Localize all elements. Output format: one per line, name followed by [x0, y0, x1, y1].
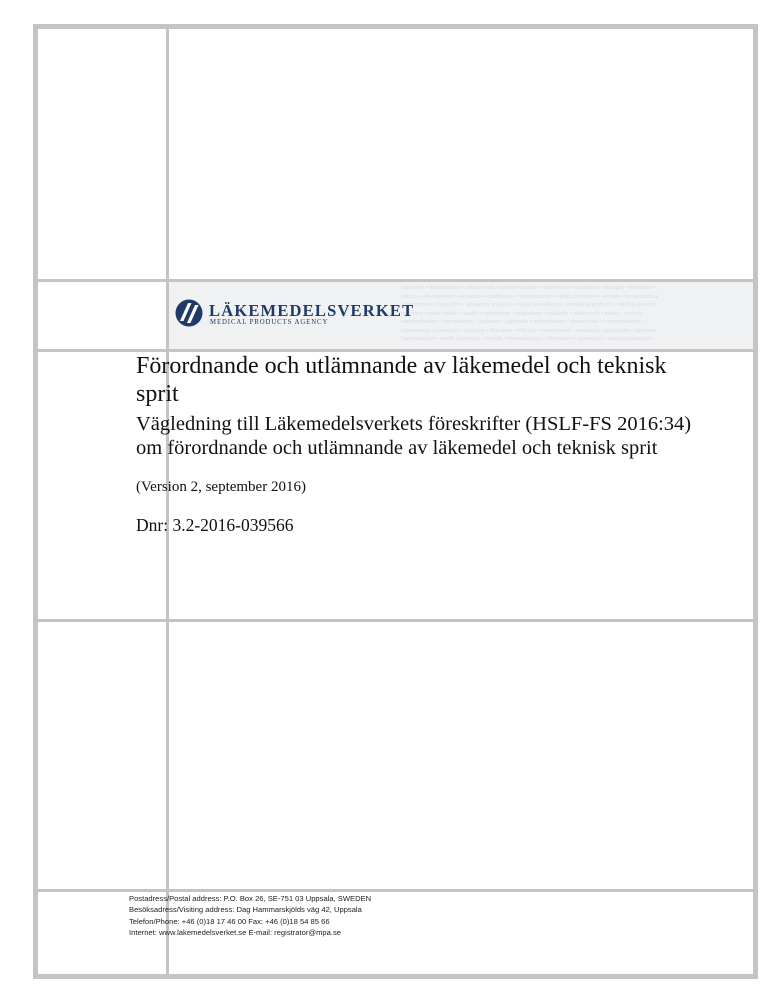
agency-banner: [169, 282, 753, 349]
internet-email: Internet: www.lakemedelsverket.se E-mail: registrator@mpa.se: [129, 928, 341, 938]
banner-keywords: approvals • authorisation • clinical trials • communication • competence • cosmetics • dialogue • directives • efficacy • environment • evaluation • guidelines • harmonisation • health promotion • herbals • homeopathics • information • inspection • laboratory analysis • market surveillance • medicinal products • medical devices narcotics • public health • quality • registration • regulations • reliability • risk/benefit • safety • security standardisation • transparency • vigilance • approvals • authorisation • clinical trials • communication • competence • cosmetics • dialogue • directives • efficacy • environment • evaluation • guidelines • harmonis harmonisation • health promotion • herbals • homeopathics • information • inspection • laboratory analysis: [401, 285, 659, 342]
document-title: Förordnande och utlämnande av läkemedel och teknisk sprit: [136, 353, 667, 407]
postal-address: Postadress/Postal address: P.O. Box 26, SE-751 03 Uppsala, SWEDEN: [129, 894, 372, 903]
brand-subtitle: MEDICAL PRODUCTS AGENCY: [210, 319, 329, 326]
phone-fax: Telefon/Phone: +46 (0)18 17 46 00 Fax: +46 (0)18 54 85 66: [129, 916, 330, 926]
brand-name: LÄKEMEDELSVERKET: [209, 301, 415, 320]
document-dnr: Dnr: 3.2-2016-039566: [136, 515, 294, 535]
divider-footer: [38, 889, 753, 892]
title-block: [136, 352, 696, 535]
document-version: (Version 2, september 2016): [136, 479, 306, 495]
document-subtitle: Vägledning till Läkemedelsverkets föreskrifter (HSLF-FS 2016:34) om förordnande och utlämnande av läkemedel och teknisk sprit: [136, 413, 692, 459]
divider-title: [38, 619, 753, 622]
visiting-address: Besöksadress/Visiting address: Dag Hammarskjölds väg 42, Uppsala: [129, 905, 362, 915]
address-footer: [129, 893, 371, 939]
agency-logo-icon: [175, 299, 203, 327]
